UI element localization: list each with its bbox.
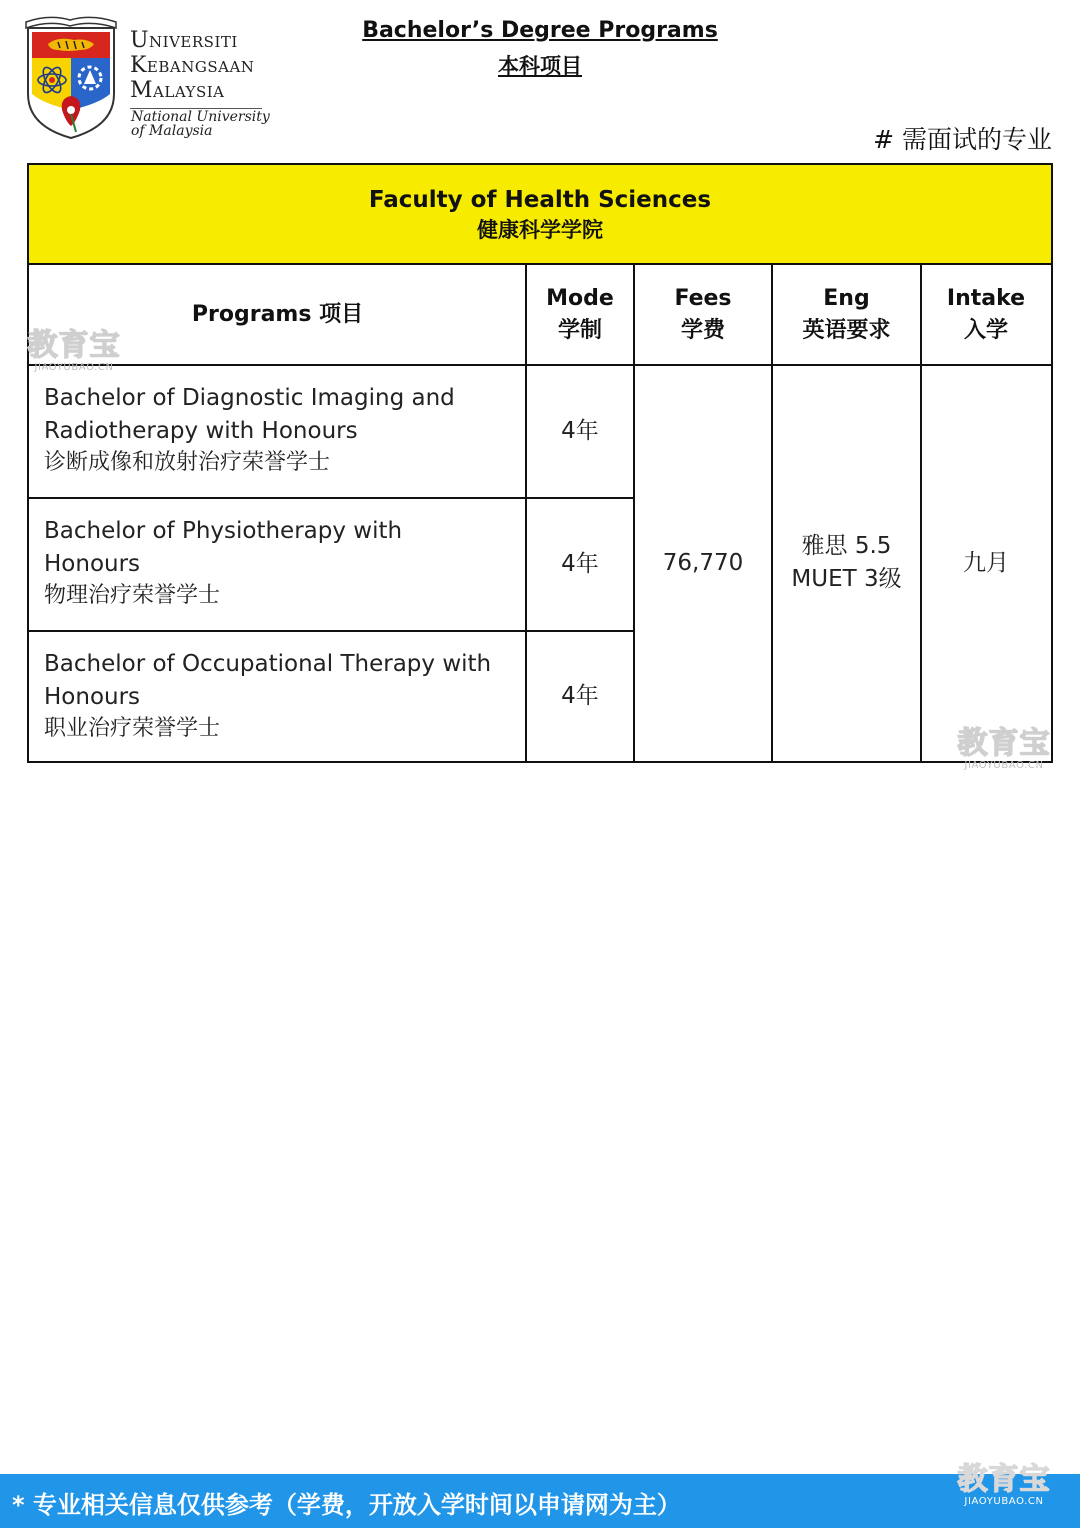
program-mode [526, 631, 634, 761]
program-mode [526, 365, 634, 498]
interview-required-note: # 需面试的专业 [873, 125, 1052, 154]
watermark-domain: JIAOYUBAO.CN [964, 760, 1044, 771]
column-header-label-zh: 学费 [680, 318, 725, 343]
watermark-text: 教育宝 [27, 328, 121, 363]
column-divider [771, 265, 773, 761]
intake-value: 九月 [963, 549, 1009, 576]
program-name: Radiotherapy with Honours [44, 417, 358, 444]
table-row-program [29, 631, 526, 761]
column-header-label-zh: 学制 [557, 318, 602, 343]
watermark [18, 330, 130, 373]
program-name-zh: 诊断成像和放射治疗荣誉学士 [44, 450, 331, 475]
column-header-label: Eng [823, 286, 870, 311]
ielts-requirement: 雅思 5.5 [801, 533, 892, 559]
faculty-name: Faculty of Health Sciences [368, 187, 712, 213]
fees-value: 76,770 [662, 549, 744, 576]
row-divider [29, 497, 634, 499]
logo-line: Malaysia [130, 78, 225, 103]
column-header-mode [526, 265, 634, 365]
column-header-intake [921, 265, 1051, 365]
faculty-name-zh: 健康科学学院 [477, 218, 603, 242]
intake-cell [921, 365, 1051, 761]
watermark [948, 728, 1060, 771]
program-name-zh: 物理治疗荣誉学士 [44, 583, 221, 608]
column-header-label: Mode [546, 286, 614, 311]
logo-subtitle [131, 110, 270, 138]
watermark-text: 教育宝 [957, 726, 1051, 761]
page-title: Bachelor’s Degree Programs [362, 18, 718, 43]
column-header-label: Programs 项目 [191, 302, 364, 327]
row-divider [29, 630, 634, 632]
watermark-domain: JIAOYUBAO.CN [964, 1496, 1044, 1507]
footer-disclaimer-bar [0, 1462, 1080, 1528]
column-header-eng [772, 265, 921, 365]
fees-cell [634, 365, 772, 761]
programs-table [27, 163, 1053, 763]
column-header-fees [634, 265, 772, 365]
program-name: Honours [44, 683, 141, 710]
row-divider [29, 364, 1051, 366]
page-title-zh: 本科项目 [498, 54, 582, 78]
muet-requirement: MUET 3级 [791, 566, 902, 592]
column-divider [633, 265, 635, 761]
faculty-header [29, 165, 1051, 265]
column-header-label: Fees [674, 286, 732, 311]
logo-line: Universiti [130, 28, 238, 53]
column-header-label: Intake [946, 286, 1026, 311]
column-divider [525, 265, 527, 761]
program-mode [526, 498, 634, 631]
logo-sub-line: National University [131, 109, 270, 125]
column-divider [920, 265, 922, 761]
program-name-zh: 职业治疗荣誉学士 [44, 716, 221, 741]
column-header-label-zh: 入学 [963, 318, 1008, 343]
watermark [948, 1464, 1060, 1507]
footer-disclaimer: * 专业相关信息仅供参考（学费，开放入学时间以申请网为主） [12, 1491, 681, 1519]
english-requirement-cell [772, 365, 921, 761]
table-row-program [29, 365, 526, 498]
mode-value: 4年 [561, 551, 599, 577]
program-name: Honours [44, 550, 141, 577]
table-row-program [29, 498, 526, 631]
mode-value: 4年 [561, 682, 599, 709]
column-header-label-zh: 英语要求 [802, 318, 891, 343]
logo-line: Kebangsaan [130, 53, 255, 78]
program-name: Bachelor of Diagnostic Imaging and [44, 385, 455, 411]
program-name: Bachelor of Physiotherapy with [44, 518, 403, 544]
mode-value: 4年 [561, 418, 599, 444]
program-name: Bachelor of Occupational Therapy with [44, 651, 492, 677]
watermark-domain: JIAOYUBAO.CN [34, 362, 114, 373]
logo-sub-line: of Malaysia [131, 123, 213, 139]
watermark-text: 教育宝 [957, 1462, 1051, 1497]
